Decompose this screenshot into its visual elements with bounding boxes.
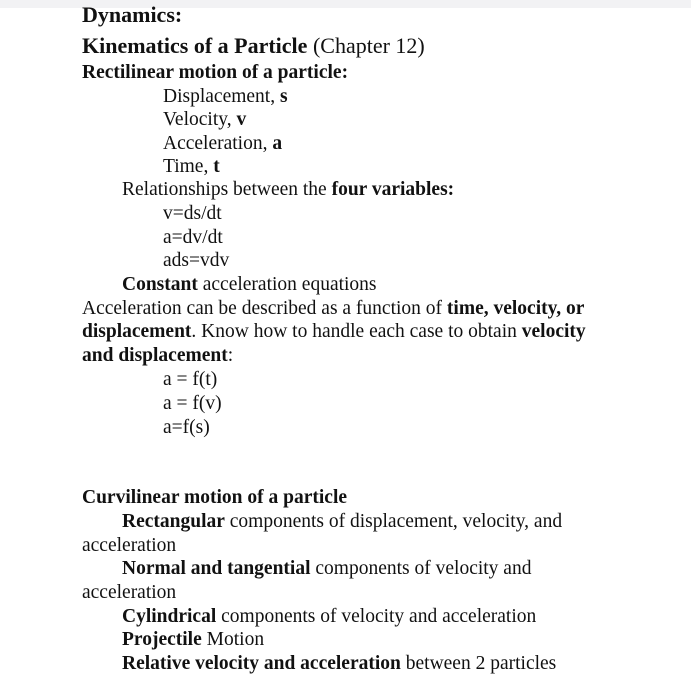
section-title: Dynamics: [82,2,183,27]
relationships-line: Relationships between the four variables: [122,179,455,200]
function-of-time: a = f(t) [163,369,218,390]
curvilinear-heading: Curvilinear motion of a particle [82,487,348,508]
acceleration-paragraph-line-3: and displacement: [82,345,234,366]
normal-tangential-continued: acceleration [82,582,177,603]
rectilinear-heading: Rectilinear motion of a particle: [82,62,349,83]
acceleration-paragraph-line-1: Acceleration can be described as a function of time, velocity, or [82,298,585,319]
variable-velocity: Velocity, v [163,109,247,130]
equation-ads: ads=vdv [163,250,230,271]
function-of-velocity: a = f(v) [163,393,222,414]
rectangular-components-continued: acceleration [82,535,177,556]
relative-velocity-line: Relative velocity and acceleration between 2 particles [122,653,557,674]
cylindrical-components-line: Cylindrical components of velocity and acceleration [122,606,537,627]
equation-acceleration: a=dv/dt [163,227,223,248]
chapter-title: Kinematics of a Particle (Chapter 12) [82,33,425,58]
projectile-motion-line: Projectile Motion [122,629,265,650]
rectangular-components-line: Rectangular components of displacement, velocity, and [122,511,563,532]
function-of-displacement: a=f(s) [163,417,210,438]
constant-acceleration-line: Constant acceleration equations [122,274,377,295]
variable-time: Time, t [163,156,220,177]
variable-acceleration: Acceleration, a [163,133,283,154]
variable-displacement: Displacement, s [163,86,288,107]
equation-velocity: v=ds/dt [163,203,222,224]
acceleration-paragraph-line-2: displacement. Know how to handle each case to obtain velocity [82,321,586,342]
normal-tangential-line: Normal and tangential components of velocity and [122,558,532,579]
